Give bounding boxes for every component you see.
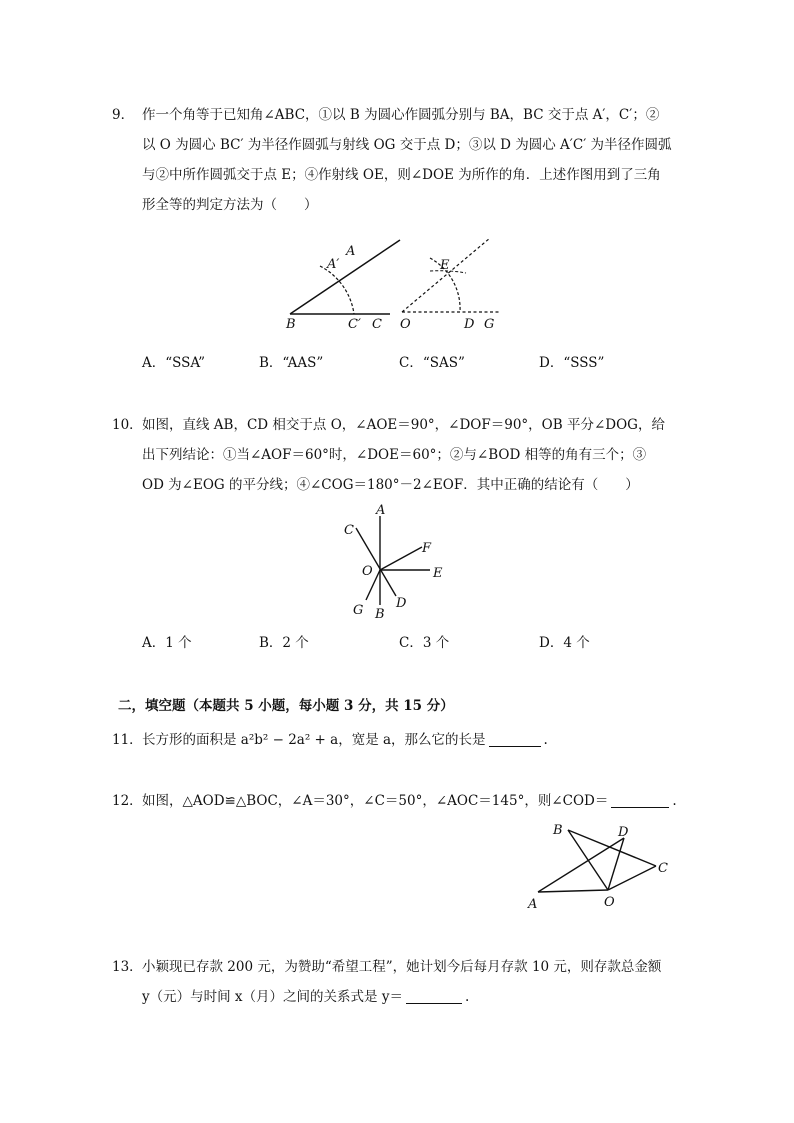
question-line: 作一个角等于已知角∠ABC，①以 B 为圆心作圆弧分别与 BA，BC 交于点 A′，C′；② <box>142 107 660 123</box>
q9-angle-construction-figure <box>280 236 510 336</box>
question-line: 形全等的判定方法为（ ） <box>142 197 318 213</box>
question-10 <box>112 410 677 500</box>
ray-of <box>380 547 422 570</box>
label-d: D <box>396 596 407 611</box>
q12-congruent-triangles-figure <box>522 818 672 914</box>
question-number: 13． <box>112 959 143 975</box>
question-line: 与②中所作圆弧交于点 E；④作射线 OE，则∠DOE 为所作的角．上述作图用到了三角 <box>142 167 661 183</box>
question-text <box>142 100 677 220</box>
label-c: C <box>344 523 354 538</box>
answer-blank[interactable] <box>406 987 462 1004</box>
question-number: 12． <box>112 793 143 809</box>
label-o: O <box>400 317 411 332</box>
label-g: G <box>484 317 495 332</box>
question-text <box>142 786 677 816</box>
label-a: A <box>376 503 386 518</box>
label-g: G <box>353 603 364 618</box>
option-d[interactable]: D．“SSS” <box>539 355 605 371</box>
question-13 <box>112 952 677 1012</box>
label-a: A <box>528 897 538 912</box>
segment-oc <box>608 866 656 890</box>
question-11 <box>112 725 677 755</box>
label-d: D <box>464 317 475 332</box>
question-9 <box>112 100 677 220</box>
question-number: 9． <box>112 107 135 123</box>
ray-ba <box>290 240 400 314</box>
question-line <box>142 982 677 1012</box>
label-o: O <box>604 895 615 910</box>
label-d: D <box>618 825 629 840</box>
label-b: B <box>553 823 563 838</box>
question-line: 以 O 为圆心 BC′ 为半径作圆弧与射线 OG 交于点 D；③以 D 为圆心 A′C′ 为半径作圆弧 <box>142 137 672 153</box>
line-cd <box>356 528 396 596</box>
option-c[interactable]: C．“SAS” <box>399 355 465 371</box>
option-b[interactable]: B．2 个 <box>259 635 309 651</box>
ray-oe <box>402 238 490 312</box>
label-b: B <box>286 317 296 332</box>
question-line: 如图，直线 AB，CD 相交于点 O，∠AOE＝90°，∠DOF＝90°，OB 平分∠DOG，给 <box>142 417 665 433</box>
segment-bc <box>568 830 656 866</box>
question-text-post: . <box>672 793 677 809</box>
label-c: C <box>658 861 668 876</box>
section-heading: 二，填空题（本题共 5 小题，每小题 3 分，共 15 分） <box>118 698 454 714</box>
question-line: 出下列结论：①当∠AOF＝60°时，∠DOE＝60°；②与∠BOD 相等的角有三个；③ <box>142 447 647 463</box>
question-text <box>142 410 677 500</box>
option-b[interactable]: B．“AAS” <box>259 355 324 371</box>
question-text-pre: 长方形的面积是 a²b² − 2a² + a，宽是 a，那么它的长是 <box>142 732 486 748</box>
label-e: E <box>433 566 443 581</box>
option-c[interactable]: C．3 个 <box>399 635 450 651</box>
segment-ao <box>538 890 608 892</box>
question-text-post: . <box>464 989 470 1005</box>
question-line <box>142 725 677 755</box>
label-a: A <box>346 244 356 259</box>
question-line <box>142 786 677 816</box>
answer-blank[interactable] <box>489 730 541 747</box>
question-text <box>142 952 677 1012</box>
question-number: 10． <box>112 417 143 433</box>
question-text <box>142 725 677 755</box>
question-number: 11． <box>112 732 143 748</box>
segment-bo <box>568 830 608 890</box>
question-text-post: . <box>543 732 548 748</box>
question-text-pre: y（元）与时间 x（月）之间的关系式是 y＝ <box>142 989 403 1005</box>
segment-ad <box>538 838 624 892</box>
label-o: O <box>362 564 373 579</box>
label-c-prime: C′ <box>348 317 361 332</box>
label-c: C <box>372 317 382 332</box>
label-f: F <box>422 541 432 556</box>
label-b: B <box>375 607 385 622</box>
option-a[interactable]: A．“SSA” <box>142 355 206 371</box>
answer-blank[interactable] <box>611 791 669 808</box>
q10-intersecting-lines-figure <box>338 500 458 624</box>
question-12 <box>112 786 677 816</box>
option-a[interactable]: A．1 个 <box>142 635 192 651</box>
question-line: 小颖现已存款 200 元，为赞助“希望工程”，她计划今后每月存款 10 元，则存款总金额 <box>142 959 662 975</box>
option-d[interactable]: D．4 个 <box>539 635 590 651</box>
label-e: E <box>440 258 450 273</box>
question-text-pre: 如图，△AOD≌△BOC，∠A＝30°，∠C＝50°，∠AOC＝145°，则∠COD＝ <box>142 793 609 809</box>
label-a-prime: A′ <box>327 257 340 272</box>
question-line: OD 为∠EOG 的平分线；④∠COG＝180°－2∠EOF．其中正确的结论有（ ） <box>142 477 639 493</box>
